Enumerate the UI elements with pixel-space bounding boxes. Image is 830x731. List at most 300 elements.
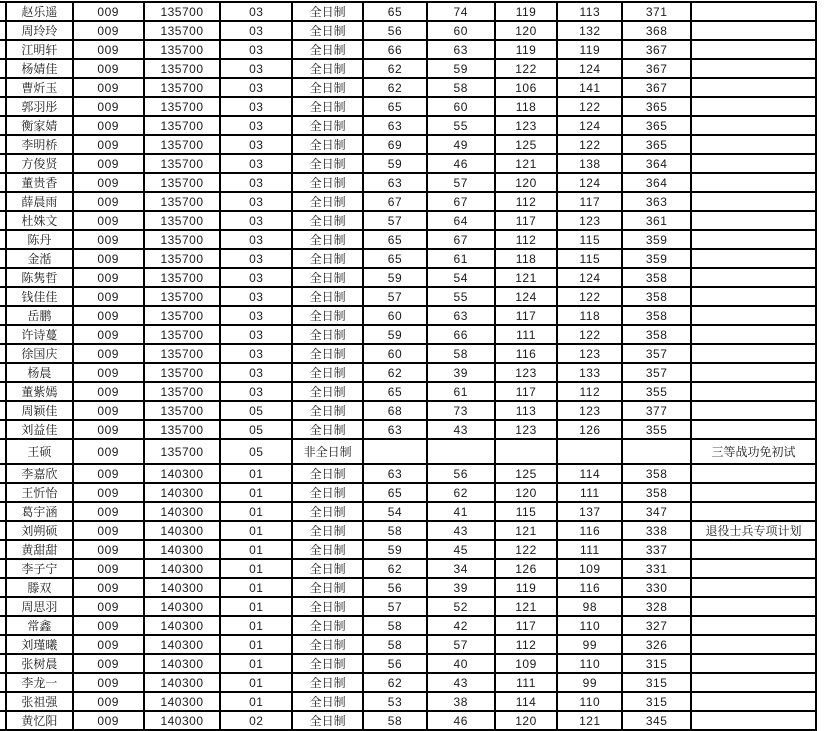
unit-code-cell: 009 <box>73 654 144 673</box>
study-mode-cell: 全日制 <box>292 692 363 711</box>
remark-cell <box>691 325 816 344</box>
score-3-cell: 124 <box>495 287 558 306</box>
score-4-cell: 116 <box>557 578 622 597</box>
unit-code-cell: 009 <box>73 21 144 40</box>
study-mode-cell: 非全日制 <box>292 439 363 464</box>
unit-code-cell: 009 <box>73 363 144 382</box>
remark-cell <box>691 540 816 559</box>
unit-code-cell: 009 <box>73 268 144 287</box>
candidate-name-cell: 董贵香 <box>6 173 73 192</box>
candidate-name-cell: 陈隽哲 <box>6 268 73 287</box>
candidate-name-cell: 刘益佳 <box>6 420 73 439</box>
major-code-cell: 135700 <box>144 59 221 78</box>
candidate-name-cell: 张祖强 <box>6 692 73 711</box>
score-2-cell: 62 <box>427 483 495 502</box>
score-2-cell: 38 <box>427 692 495 711</box>
study-mode-cell: 全日制 <box>292 230 363 249</box>
score-2-cell: 57 <box>427 635 495 654</box>
total-score-cell: 359 <box>622 249 691 268</box>
total-score-cell: 367 <box>622 78 691 97</box>
table-row <box>0 420 816 439</box>
score-3-cell: 119 <box>495 578 558 597</box>
remark-cell <box>691 268 816 287</box>
score-4-cell: 111 <box>557 540 622 559</box>
total-score-cell: 355 <box>622 382 691 401</box>
score-2-cell: 46 <box>427 154 495 173</box>
table-row <box>0 268 816 287</box>
score-1-cell: 53 <box>363 692 427 711</box>
remark-cell <box>691 287 816 306</box>
score-4-cell: 110 <box>557 654 622 673</box>
candidate-name-cell: 滕双 <box>6 578 73 597</box>
remark-cell <box>691 135 816 154</box>
unit-code-cell: 009 <box>73 502 144 521</box>
score-3-cell: 115 <box>495 502 558 521</box>
total-score-cell: 345 <box>622 711 691 730</box>
total-score-cell: 347 <box>622 502 691 521</box>
score-1-cell: 58 <box>363 521 427 540</box>
direction-code-cell: 01 <box>220 578 292 597</box>
score-3-cell <box>495 439 558 464</box>
study-mode-cell: 全日制 <box>292 420 363 439</box>
study-mode-cell: 全日制 <box>292 711 363 730</box>
score-4-cell: 132 <box>557 21 622 40</box>
study-mode-cell: 全日制 <box>292 464 363 483</box>
study-mode-cell: 全日制 <box>292 154 363 173</box>
score-3-cell: 114 <box>495 692 558 711</box>
score-4-cell: 118 <box>557 306 622 325</box>
study-mode-cell: 全日制 <box>292 363 363 382</box>
candidate-name-cell: 李嘉欣 <box>6 464 73 483</box>
study-mode-cell: 全日制 <box>292 116 363 135</box>
table-row <box>0 521 816 540</box>
unit-code-cell: 009 <box>73 401 144 420</box>
direction-code-cell: 01 <box>220 673 292 692</box>
major-code-cell: 140300 <box>144 597 221 616</box>
table-row <box>0 287 816 306</box>
direction-code-cell: 03 <box>220 135 292 154</box>
remark-cell <box>691 230 816 249</box>
score-4-cell: 133 <box>557 363 622 382</box>
score-3-cell: 125 <box>495 464 558 483</box>
score-3-cell: 106 <box>495 78 558 97</box>
candidate-name-cell: 刘瑾曦 <box>6 635 73 654</box>
candidate-name-cell: 周玲玲 <box>6 21 73 40</box>
score-3-cell: 118 <box>495 97 558 116</box>
direction-code-cell: 03 <box>220 344 292 363</box>
table-row <box>0 382 816 401</box>
study-mode-cell: 全日制 <box>292 97 363 116</box>
study-mode-cell: 全日制 <box>292 635 363 654</box>
score-4-cell: 98 <box>557 597 622 616</box>
major-code-cell: 135700 <box>144 116 221 135</box>
table-row <box>0 154 816 173</box>
table-row <box>0 230 816 249</box>
score-1-cell: 65 <box>363 382 427 401</box>
direction-code-cell: 01 <box>220 464 292 483</box>
major-code-cell: 140300 <box>144 464 221 483</box>
total-score-cell: 367 <box>622 59 691 78</box>
candidate-name-cell: 黄甜甜 <box>6 540 73 559</box>
study-mode-cell: 全日制 <box>292 40 363 59</box>
direction-code-cell: 02 <box>220 711 292 730</box>
major-code-cell: 140300 <box>144 654 221 673</box>
total-score-cell: 358 <box>622 306 691 325</box>
score-2-cell: 58 <box>427 344 495 363</box>
score-4-cell: 121 <box>557 711 622 730</box>
direction-code-cell: 01 <box>220 692 292 711</box>
unit-code-cell: 009 <box>73 597 144 616</box>
remark-cell <box>691 464 816 483</box>
score-4-cell: 124 <box>557 116 622 135</box>
candidate-name-cell: 周思羽 <box>6 597 73 616</box>
score-2-cell: 39 <box>427 578 495 597</box>
table-row <box>0 559 816 578</box>
score-1-cell: 62 <box>363 673 427 692</box>
score-1-cell: 65 <box>363 2 427 21</box>
direction-code-cell: 03 <box>220 154 292 173</box>
study-mode-cell: 全日制 <box>292 344 363 363</box>
candidate-name-cell: 江明轩 <box>6 40 73 59</box>
unit-code-cell: 009 <box>73 325 144 344</box>
score-2-cell: 43 <box>427 673 495 692</box>
total-score-cell: 331 <box>622 559 691 578</box>
candidate-name-cell: 周颖佳 <box>6 401 73 420</box>
total-score-cell: 330 <box>622 578 691 597</box>
remark-cell <box>691 401 816 420</box>
unit-code-cell: 009 <box>73 2 144 21</box>
score-1-cell: 60 <box>363 306 427 325</box>
remark-cell <box>691 154 816 173</box>
major-code-cell: 140300 <box>144 616 221 635</box>
score-2-cell: 39 <box>427 363 495 382</box>
direction-code-cell: 01 <box>220 502 292 521</box>
score-2-cell: 40 <box>427 654 495 673</box>
score-1-cell: 58 <box>363 635 427 654</box>
score-4-cell: 137 <box>557 502 622 521</box>
score-3-cell: 125 <box>495 135 558 154</box>
score-4-cell: 124 <box>557 173 622 192</box>
study-mode-cell: 全日制 <box>292 483 363 502</box>
score-1-cell: 63 <box>363 173 427 192</box>
candidate-name-cell: 杜姝文 <box>6 211 73 230</box>
score-2-cell: 42 <box>427 616 495 635</box>
direction-code-cell: 05 <box>220 401 292 420</box>
table-row <box>0 616 816 635</box>
score-1-cell: 67 <box>363 192 427 211</box>
score-4-cell: 111 <box>557 483 622 502</box>
remark-cell <box>691 211 816 230</box>
major-code-cell: 135700 <box>144 287 221 306</box>
remark-cell <box>691 692 816 711</box>
total-score-cell: 364 <box>622 173 691 192</box>
major-code-cell: 135700 <box>144 40 221 59</box>
score-3-cell: 120 <box>495 21 558 40</box>
direction-code-cell: 05 <box>220 420 292 439</box>
study-mode-cell: 全日制 <box>292 597 363 616</box>
candidate-name-cell: 岳鹏 <box>6 306 73 325</box>
score-1-cell: 66 <box>363 40 427 59</box>
remark-cell <box>691 97 816 116</box>
total-score-cell: 367 <box>622 40 691 59</box>
score-3-cell: 111 <box>495 325 558 344</box>
direction-code-cell: 03 <box>220 211 292 230</box>
study-mode-cell: 全日制 <box>292 382 363 401</box>
score-3-cell: 120 <box>495 483 558 502</box>
score-4-cell: 123 <box>557 211 622 230</box>
score-2-cell: 55 <box>427 116 495 135</box>
total-score-cell: 361 <box>622 211 691 230</box>
table-row <box>0 40 816 59</box>
unit-code-cell: 009 <box>73 192 144 211</box>
score-2-cell: 46 <box>427 711 495 730</box>
score-1-cell: 65 <box>363 483 427 502</box>
score-3-cell: 111 <box>495 673 558 692</box>
score-4-cell: 124 <box>557 268 622 287</box>
score-2-cell: 43 <box>427 420 495 439</box>
unit-code-cell: 009 <box>73 578 144 597</box>
score-3-cell: 112 <box>495 635 558 654</box>
unit-code-cell: 009 <box>73 464 144 483</box>
score-3-cell: 126 <box>495 559 558 578</box>
candidate-name-cell: 张树晨 <box>6 654 73 673</box>
score-2-cell: 43 <box>427 521 495 540</box>
study-mode-cell: 全日制 <box>292 325 363 344</box>
score-2-cell: 63 <box>427 306 495 325</box>
remark-cell <box>691 616 816 635</box>
score-2-cell: 66 <box>427 325 495 344</box>
score-4-cell: 117 <box>557 192 622 211</box>
score-2-cell: 61 <box>427 249 495 268</box>
score-1-cell: 58 <box>363 616 427 635</box>
study-mode-cell: 全日制 <box>292 59 363 78</box>
table-row <box>0 483 816 502</box>
major-code-cell: 140300 <box>144 483 221 502</box>
major-code-cell: 140300 <box>144 540 221 559</box>
remark-cell <box>691 711 816 730</box>
score-3-cell: 121 <box>495 597 558 616</box>
direction-code-cell: 03 <box>220 363 292 382</box>
score-3-cell: 117 <box>495 306 558 325</box>
score-4-cell <box>557 439 622 464</box>
score-4-cell: 124 <box>557 59 622 78</box>
direction-code-cell: 03 <box>220 249 292 268</box>
study-mode-cell: 全日制 <box>292 21 363 40</box>
table-row <box>0 578 816 597</box>
score-1-cell: 62 <box>363 59 427 78</box>
total-score-cell: 315 <box>622 654 691 673</box>
score-4-cell: 122 <box>557 287 622 306</box>
score-2-cell: 67 <box>427 192 495 211</box>
unit-code-cell: 009 <box>73 559 144 578</box>
score-2-cell: 54 <box>427 268 495 287</box>
score-4-cell: 138 <box>557 154 622 173</box>
candidate-name-cell: 李龙一 <box>6 673 73 692</box>
direction-code-cell: 03 <box>220 287 292 306</box>
candidate-name-cell: 李子宁 <box>6 559 73 578</box>
major-code-cell: 140300 <box>144 559 221 578</box>
remark-cell <box>691 40 816 59</box>
direction-code-cell: 05 <box>220 439 292 464</box>
score-2-cell: 74 <box>427 2 495 21</box>
score-4-cell: 122 <box>557 97 622 116</box>
score-1-cell: 68 <box>363 401 427 420</box>
total-score-cell: 315 <box>622 692 691 711</box>
score-4-cell: 99 <box>557 673 622 692</box>
score-3-cell: 123 <box>495 420 558 439</box>
total-score-cell: 363 <box>622 192 691 211</box>
score-1-cell: 63 <box>363 116 427 135</box>
study-mode-cell: 全日制 <box>292 502 363 521</box>
score-1-cell: 62 <box>363 363 427 382</box>
score-1-cell: 58 <box>363 711 427 730</box>
major-code-cell: 135700 <box>144 154 221 173</box>
remark-cell <box>691 344 816 363</box>
candidate-name-cell: 许诗蔓 <box>6 325 73 344</box>
study-mode-cell: 全日制 <box>292 2 363 21</box>
score-2-cell: 45 <box>427 540 495 559</box>
score-3-cell: 117 <box>495 616 558 635</box>
total-score-cell: 357 <box>622 363 691 382</box>
major-code-cell: 135700 <box>144 78 221 97</box>
major-code-cell: 140300 <box>144 635 221 654</box>
score-2-cell: 60 <box>427 97 495 116</box>
direction-code-cell: 03 <box>220 2 292 21</box>
remark-cell <box>691 483 816 502</box>
score-1-cell: 63 <box>363 464 427 483</box>
table-row <box>0 78 816 97</box>
total-score-cell: 365 <box>622 97 691 116</box>
score-3-cell: 122 <box>495 540 558 559</box>
table-row <box>0 654 816 673</box>
major-code-cell: 135700 <box>144 439 221 464</box>
candidate-name-cell: 赵乐遥 <box>6 2 73 21</box>
score-2-cell: 63 <box>427 40 495 59</box>
table-row <box>0 711 816 730</box>
unit-code-cell: 009 <box>73 306 144 325</box>
score-2-cell: 49 <box>427 135 495 154</box>
total-score-cell: 377 <box>622 401 691 420</box>
score-1-cell: 56 <box>363 21 427 40</box>
score-4-cell: 109 <box>557 559 622 578</box>
study-mode-cell: 全日制 <box>292 401 363 420</box>
candidate-name-cell: 方俊贤 <box>6 154 73 173</box>
candidate-name-cell: 杨晨 <box>6 363 73 382</box>
score-4-cell: 99 <box>557 635 622 654</box>
direction-code-cell: 03 <box>220 40 292 59</box>
score-3-cell: 120 <box>495 711 558 730</box>
score-1-cell: 57 <box>363 287 427 306</box>
candidate-name-cell: 徐国庆 <box>6 344 73 363</box>
remark-cell <box>691 21 816 40</box>
total-score-cell: 364 <box>622 154 691 173</box>
table-row <box>0 344 816 363</box>
score-3-cell: 121 <box>495 154 558 173</box>
score-2-cell: 56 <box>427 464 495 483</box>
candidate-name-cell: 李明桥 <box>6 135 73 154</box>
direction-code-cell: 03 <box>220 192 292 211</box>
major-code-cell: 140300 <box>144 578 221 597</box>
table-row <box>0 363 816 382</box>
unit-code-cell: 009 <box>73 287 144 306</box>
unit-code-cell: 009 <box>73 40 144 59</box>
study-mode-cell: 全日制 <box>292 135 363 154</box>
score-1-cell: 65 <box>363 230 427 249</box>
study-mode-cell: 全日制 <box>292 249 363 268</box>
score-1-cell: 57 <box>363 211 427 230</box>
direction-code-cell: 03 <box>220 97 292 116</box>
major-code-cell: 135700 <box>144 306 221 325</box>
unit-code-cell: 009 <box>73 483 144 502</box>
direction-code-cell: 03 <box>220 306 292 325</box>
table-row <box>0 401 816 420</box>
score-4-cell: 122 <box>557 325 622 344</box>
candidate-name-cell: 杨婧佳 <box>6 59 73 78</box>
major-code-cell: 140300 <box>144 673 221 692</box>
table-row <box>0 306 816 325</box>
remark-cell <box>691 116 816 135</box>
major-code-cell: 135700 <box>144 211 221 230</box>
candidate-name-cell: 郭羽彤 <box>6 97 73 116</box>
major-code-cell: 135700 <box>144 135 221 154</box>
unit-code-cell: 009 <box>73 173 144 192</box>
score-1-cell: 69 <box>363 135 427 154</box>
score-1-cell: 56 <box>363 654 427 673</box>
score-3-cell: 109 <box>495 654 558 673</box>
major-code-cell: 135700 <box>144 344 221 363</box>
score-3-cell: 120 <box>495 173 558 192</box>
total-score-cell: 358 <box>622 287 691 306</box>
unit-code-cell: 009 <box>73 97 144 116</box>
unit-code-cell: 009 <box>73 78 144 97</box>
score-4-cell: 123 <box>557 401 622 420</box>
total-score-cell <box>622 439 691 464</box>
table-row <box>0 97 816 116</box>
score-4-cell: 123 <box>557 344 622 363</box>
remark-cell <box>691 363 816 382</box>
unit-code-cell: 009 <box>73 135 144 154</box>
direction-code-cell: 01 <box>220 483 292 502</box>
table-row <box>0 59 816 78</box>
score-2-cell: 55 <box>427 287 495 306</box>
score-4-cell: 112 <box>557 382 622 401</box>
candidate-name-cell: 常鑫 <box>6 616 73 635</box>
table-row <box>0 249 816 268</box>
remark-cell <box>691 382 816 401</box>
study-mode-cell: 全日制 <box>292 211 363 230</box>
score-4-cell: 115 <box>557 230 622 249</box>
direction-code-cell: 03 <box>220 59 292 78</box>
unit-code-cell: 009 <box>73 344 144 363</box>
score-4-cell: 110 <box>557 692 622 711</box>
major-code-cell: 135700 <box>144 401 221 420</box>
score-2-cell: 58 <box>427 78 495 97</box>
unit-code-cell: 009 <box>73 420 144 439</box>
study-mode-cell: 全日制 <box>292 578 363 597</box>
unit-code-cell: 009 <box>73 154 144 173</box>
score-1-cell: 56 <box>363 578 427 597</box>
total-score-cell: 358 <box>622 325 691 344</box>
direction-code-cell: 03 <box>220 268 292 287</box>
score-3-cell: 123 <box>495 116 558 135</box>
major-code-cell: 135700 <box>144 192 221 211</box>
score-4-cell: 116 <box>557 521 622 540</box>
direction-code-cell: 01 <box>220 540 292 559</box>
score-1-cell: 63 <box>363 420 427 439</box>
total-score-cell: 328 <box>622 597 691 616</box>
candidate-name-cell: 金湉 <box>6 249 73 268</box>
candidate-name-cell: 董紫嫣 <box>6 382 73 401</box>
